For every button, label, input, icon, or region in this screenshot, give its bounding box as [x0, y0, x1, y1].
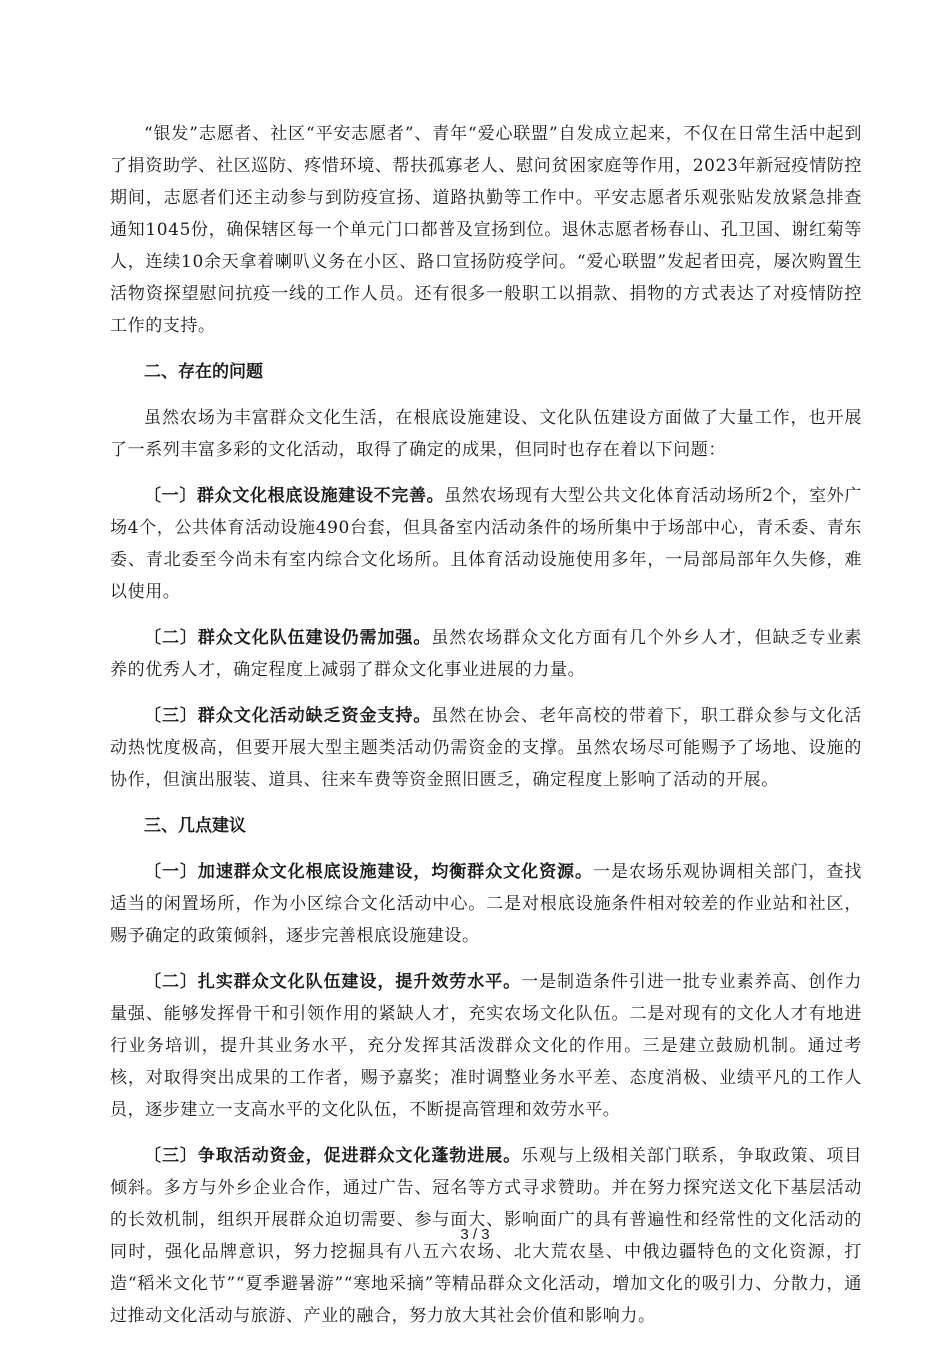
problem-item-2 [110, 622, 862, 686]
suggestion-item-2-text: 一是制造条件引进一批专业素养高、创作力量强、能够发挥骨干和引领作用的紧缺人才，充实农场文化队伍。二是对现有的文化人才有地进行业务培训，提升其业务水平，充分发挥其活泼群众文化的作用。三是建立鼓励机制。通过考核，对取得突出成果的工作者，赐予嘉奖；准时调整业务水平差、态度消极、业绩平凡的工作人员，逐步建立一支高水平的文化队伍，不断提高管理和效劳水平。 [110, 972, 862, 1120]
problem-item-2-lead: 〔二〕群众文化队伍建设仍需加强。 [144, 628, 432, 648]
problem-item-3-text: 虽然在协会、老年高校的带着下，职工群众参与文化活动热忱度极高，但要开展大型主题类活动仍需资金的支撑。虽然农场尽可能赐予了场地、设施的协作，但演出服装、道具、往来车费等资金照旧匮乏，确定程度上影响了活动的开展。 [110, 706, 862, 790]
suggestion-item-3-text: 乐观与上级相关部门联系，争取政策、项目倾斜。多方与外乡企业合作，通过广告、冠名等方式寻求赞助。并在努力探究送文化下基层活动的长效机制，组织开展群众迫切需要、参与面大、影响面广的具有普遍性和经常性的文化活动的同时，强化品牌意识，努力挖掘具有八五六农场、北大荒农垦、中俄边疆特色的文化资源，打造“稻米文化节”“夏季避暑游”“寒地采摘”等精品群众文化活动，增加文化的吸引力、分散力，通过推动文化活动与旅游、产业的融合，努力放大其社会价值和影响力。 [110, 1146, 862, 1326]
suggestion-item-2 [110, 966, 862, 1126]
volunteer-paragraph: “银发”志愿者、社区“平安志愿者”、青年“爱心联盟”自发成立起来，不仅在日常生活中起到了捐资助学、社区巡防、疼惜环境、帮扶孤寡老人、慰问贫困家庭等作用，2023年新冠疫情防控期间，志愿者们还主动参与到防疫宣扬、道路执勤等工作中。平安志愿者乐观张贴发放紧急排查通知1045份，确保辖区每一个单元门口都普及宣扬到位。退休志愿者杨春山、孔卫国、谢红菊等人，连续10余天拿着喇叭义务在小区、路口宣扬防疫学问。“爱心联盟”发起者田亮，屡次购置生活物资探望慰问抗疫一线的工作人员。还有很多一般职工以捐款、捐物的方式表达了对疫情防控工作的支持。 [110, 124, 862, 336]
problem-item-1-lead: 〔一〕群众文化根底设施建设不完善。 [144, 486, 445, 506]
suggestion-item-1-text: 一是农场乐观协调相关部门，查找适当的闲置场所，作为小区综合文化活动中心。二是对根底设施条件相对较差的作业站和社区，赐予确定的政策倾斜，逐步完善根底设施建设。 [110, 862, 863, 946]
suggestion-item-2-lead: 〔二〕扎实群众文化队伍建设，提升效劳水平。 [144, 972, 522, 992]
suggestion-item-1-lead: 〔一〕加速群众文化根底设施建设，均衡群众文化资源。 [144, 862, 593, 882]
document-page [110, 118, 862, 1346]
section-heading-problems: 二、存在的问题 [144, 362, 263, 382]
suggestion-item-1 [110, 856, 862, 952]
suggestion-item-3-lead: 〔三〕争取活动资金，促进群众文化蓬勃进展。 [144, 1146, 522, 1166]
section-heading-suggestions: 三、几点建议 [144, 816, 246, 836]
problem-item-3 [110, 700, 862, 796]
page-number: 3 / 3 [460, 1226, 490, 1243]
problem-item-1-text: 虽然农场现有大型公共文化体育活动场所2个，室外广场4个，公共体育活动设施490台套，但具备室内活动条件的场所集中于场部中心，青禾委、青东委、青北委至今尚未有室内综合文化场所。且体育活动设施使用多年，一局部局部年久失修，难以使用。 [110, 486, 862, 602]
problems-intro-paragraph: 虽然农场为丰富群众文化生活，在根底设施建设、文化队伍建设方面做了大量工作，也开展了一系列丰富多彩的文化活动，取得了确定的成果，但同时也存在着以下问题： [110, 408, 862, 460]
problem-item-1 [110, 480, 862, 608]
problem-item-2-text: 虽然农场群众文化方面有几个外乡人才，但缺乏专业素养的优秀人才，确定程度上减弱了群众文化事业进展的力量。 [110, 628, 862, 680]
problem-item-3-lead: 〔三〕群众文化活动缺乏资金支持。 [144, 706, 432, 726]
